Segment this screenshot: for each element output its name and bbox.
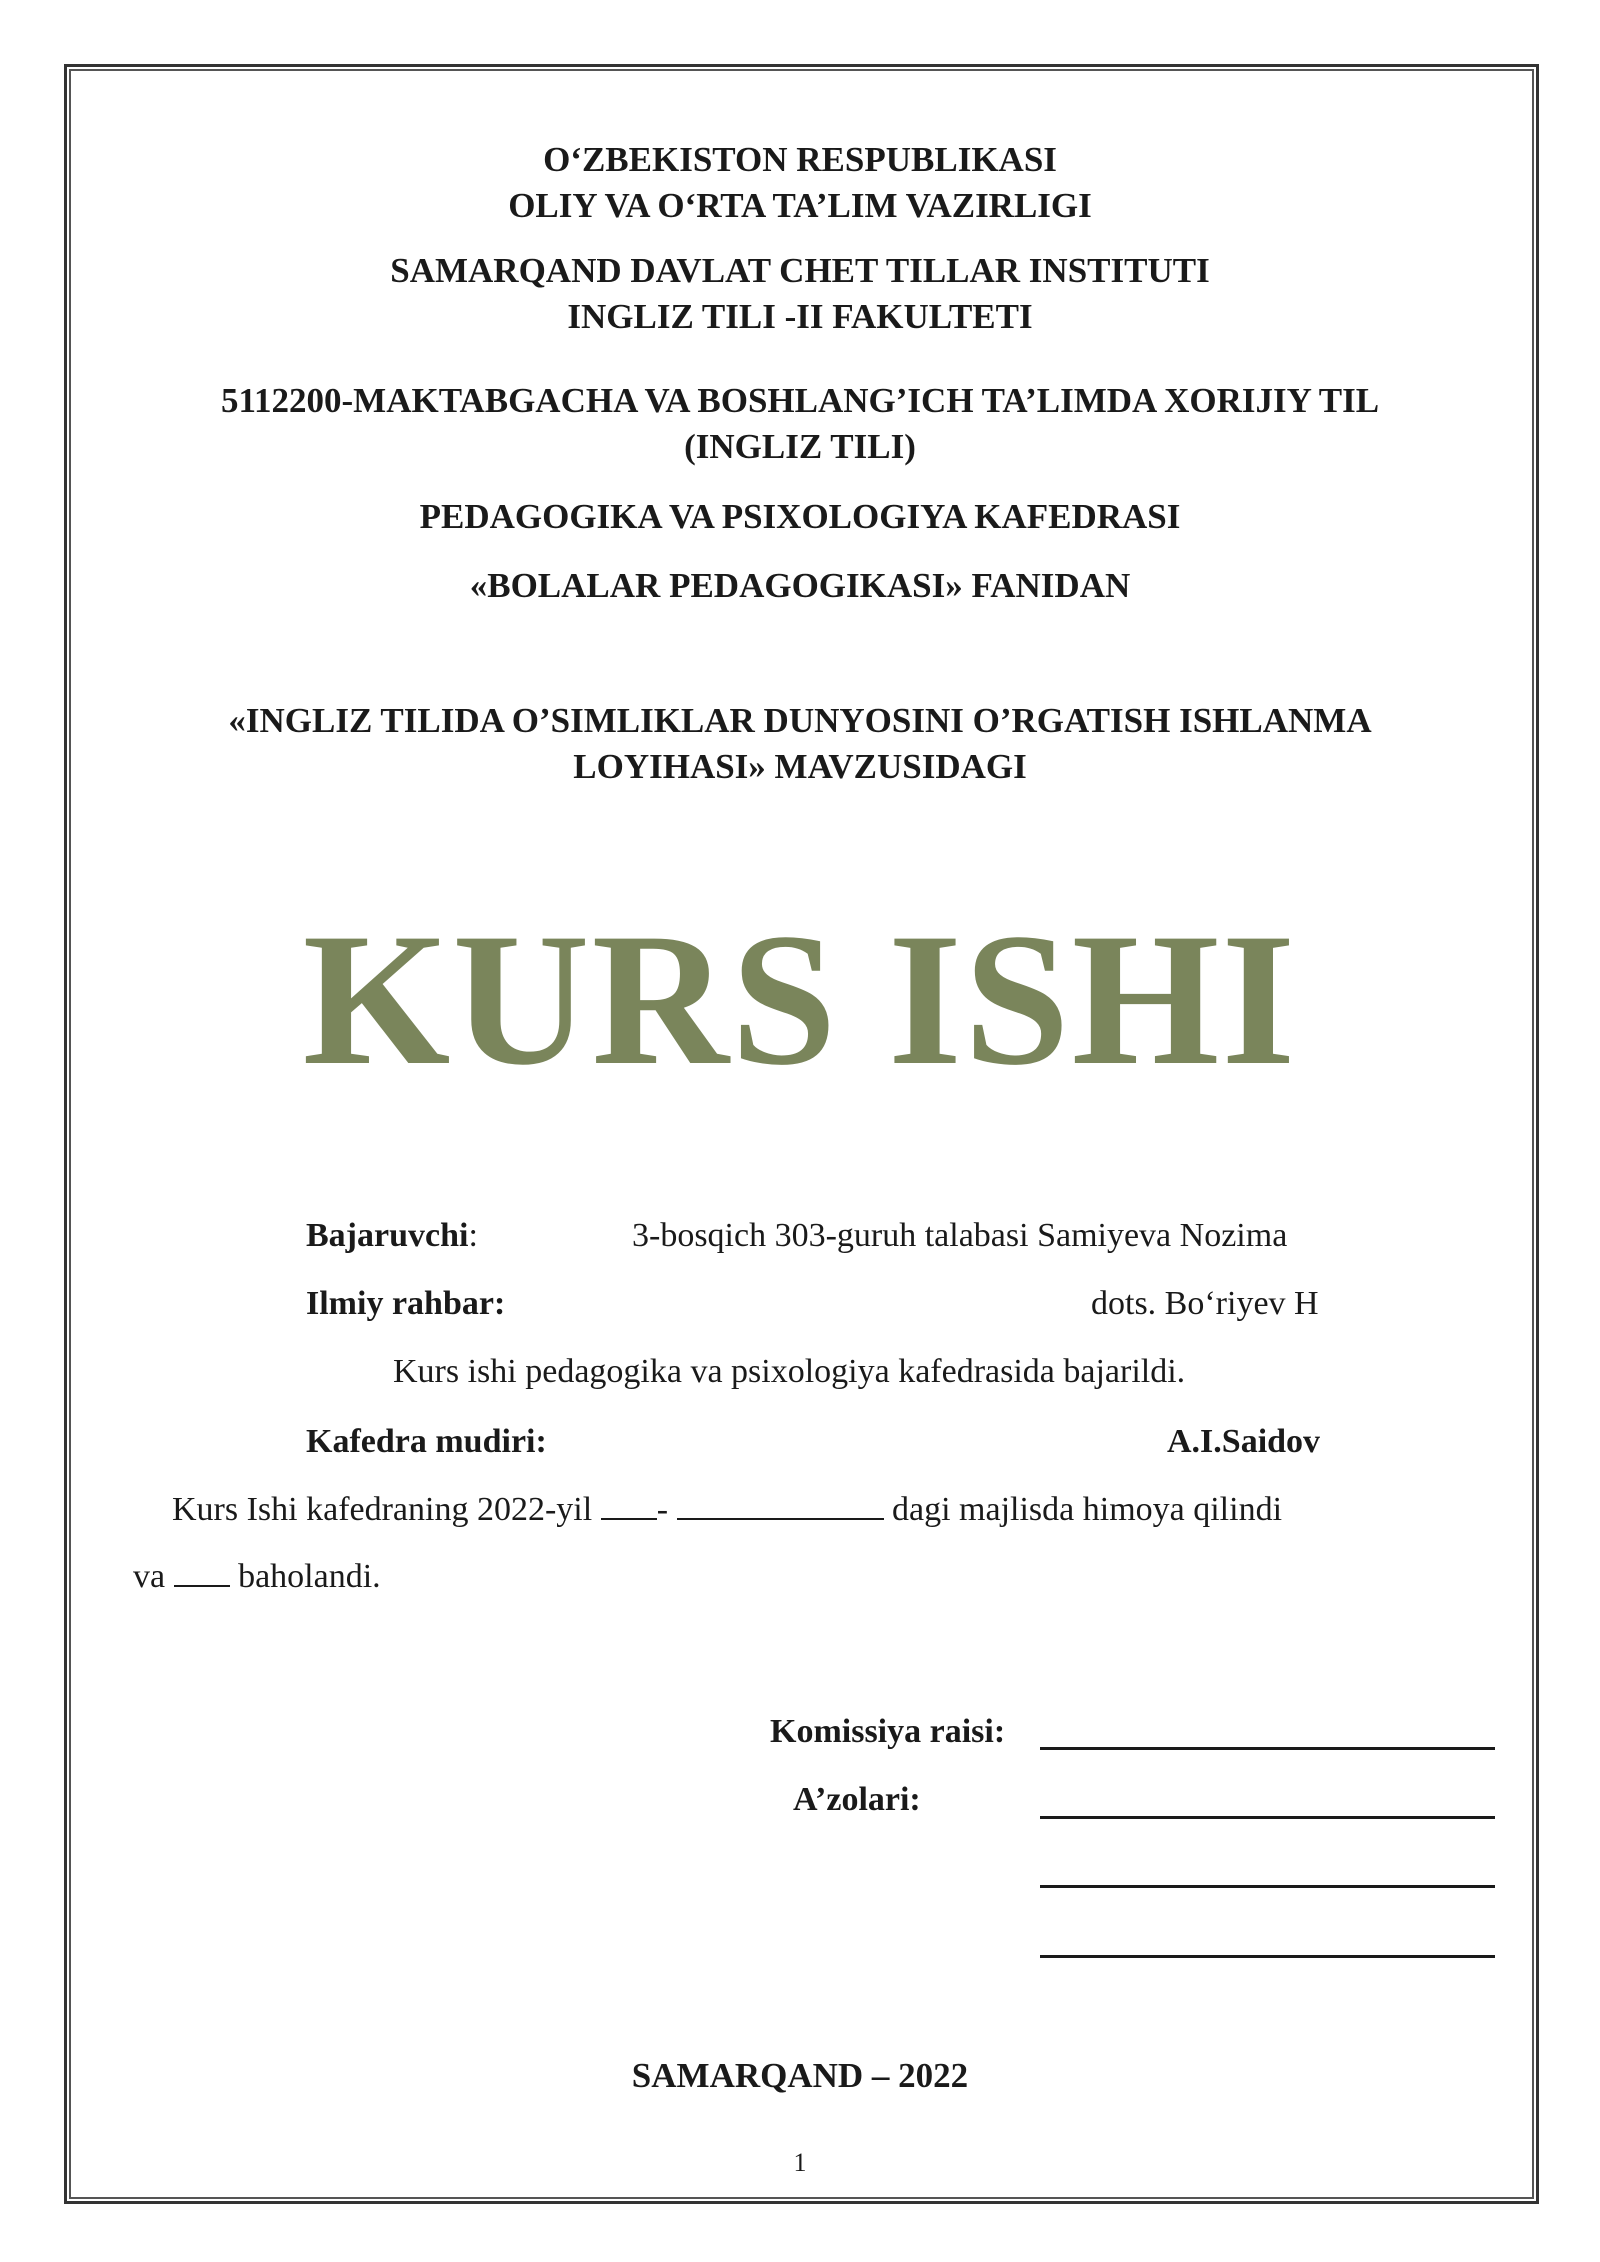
institute-line-1: SAMARQAND DAVLAT CHET TILLAR INSTITUTI xyxy=(390,251,1210,290)
member-signature-line-1 xyxy=(1040,1816,1495,1819)
grade-line xyxy=(133,1555,381,1599)
member-signature-line-2 xyxy=(1040,1885,1495,1888)
performer-label: Bajaruvchi xyxy=(306,1217,469,1254)
page-number: 1 xyxy=(793,2148,807,2177)
ministry-heading xyxy=(0,137,1600,229)
institute-heading xyxy=(0,248,1600,340)
grade-text-1: va xyxy=(133,1558,174,1595)
member-signature-line-3 xyxy=(1040,1955,1495,1958)
city-year: SAMARQAND – 2022 xyxy=(631,2056,969,2095)
ministry-line-2: OLIY VA O‘RTA TA’LIM VAZIRLIGI xyxy=(508,186,1092,225)
defense-text-1: Kurs Ishi kafedraning 2022-yil xyxy=(172,1491,601,1528)
specialty-line-1: 5112200-MAKTABGACHA VA BOSHLANG’ICH TA’LIMDA XORIJIY TIL xyxy=(220,381,1380,420)
grade-text-2: baholandi. xyxy=(229,1558,381,1595)
defense-text-2: dagi majlisda himoya qilindi xyxy=(883,1491,1283,1528)
performer-colon: : xyxy=(468,1217,478,1254)
supervisor-label: Ilmiy rahbar: xyxy=(306,1285,506,1322)
grade-blank xyxy=(174,1555,230,1587)
defense-line xyxy=(172,1488,1282,1532)
ministry-line-1: O‘ZBEKISTON RESPUBLIKASI xyxy=(543,140,1057,179)
topic-line-1: «INGLIZ TILIDA O’SIMLIKLAR DUNYOSINI O’RGATISH ISHLANMA xyxy=(228,701,1372,740)
topic-line-2: LOYIHASI» MAVZUSIDAGI xyxy=(573,747,1027,786)
supervisor-value: dots. Bo‘riyev H xyxy=(1091,1285,1319,1322)
head-value: A.I.Saidov xyxy=(1167,1423,1321,1460)
main-title: KURS ISHI xyxy=(302,895,1298,1105)
defense-month-blank xyxy=(677,1488,884,1520)
commission-members-label: A’zolari: xyxy=(793,1781,921,1818)
performer-value: 3-bosqich 303-guruh talabasi Samiyeva Nozima xyxy=(632,1217,1288,1254)
faculty-line: INGLIZ TILI -II FAKULTETI xyxy=(567,297,1033,336)
specialty-line-2: (INGLIZ TILI) xyxy=(684,427,916,466)
performer-label-line xyxy=(306,1214,478,1258)
subject-heading: «BOLALAR PEDAGOGIKASI» FANIDAN xyxy=(469,566,1131,605)
topic-heading xyxy=(0,698,1600,790)
completed-note: Kurs ishi pedagogika va psixologiya kafedrasida bajarildi. xyxy=(393,1353,1186,1390)
defense-day-blank xyxy=(601,1488,657,1520)
department-heading: PEDAGOGIKA VA PSIXOLOGIYA KAFEDRASI xyxy=(419,497,1181,536)
commission-chair-signature-line xyxy=(1040,1747,1495,1750)
head-label: Kafedra mudiri: xyxy=(306,1423,547,1460)
specialty-heading xyxy=(0,378,1600,470)
defense-dash: - xyxy=(656,1491,669,1528)
commission-chair-label: Komissiya raisi: xyxy=(770,1713,1006,1750)
